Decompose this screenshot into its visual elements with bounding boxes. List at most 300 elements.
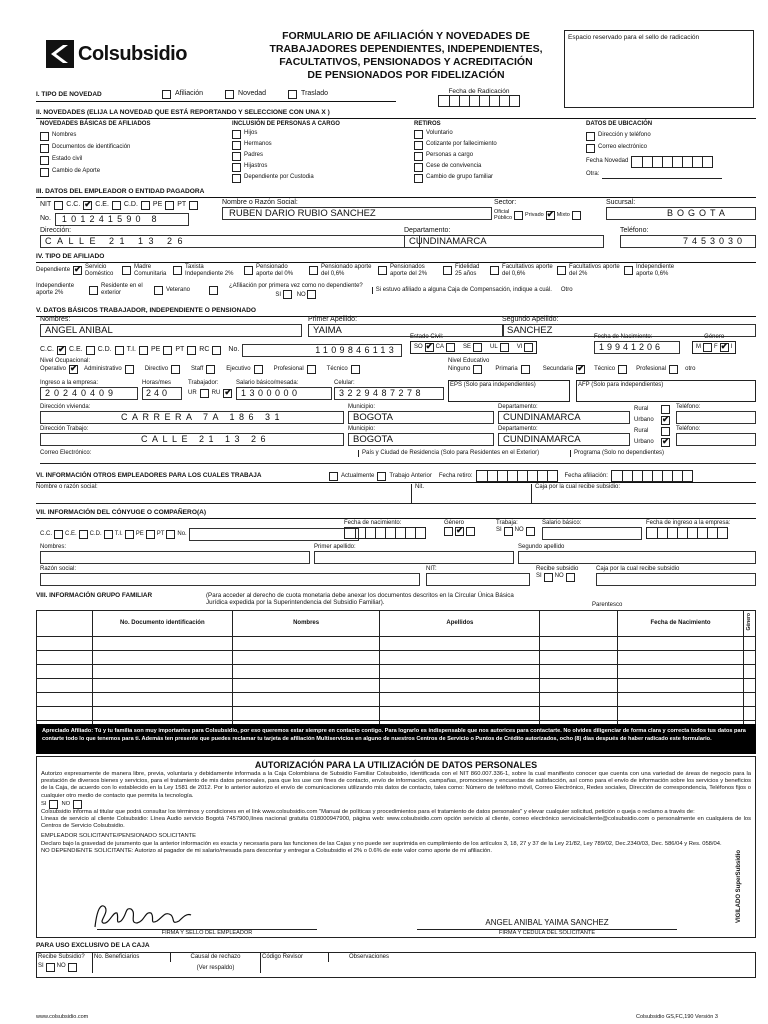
table-cell[interactable] xyxy=(618,665,744,679)
table-cell[interactable] xyxy=(92,679,232,693)
tipo-afiliado-title: IV. TIPO DE AFILIADO xyxy=(36,252,756,263)
fecha-afil-label: Fecha afiliación: xyxy=(564,472,608,479)
no-label: NO xyxy=(61,800,71,807)
email-label: Correo Electrónico: xyxy=(40,450,92,456)
nit-label: NIT: xyxy=(426,566,437,572)
cc-checkbox[interactable] xyxy=(54,530,63,539)
genero-label: Género xyxy=(444,520,465,526)
recibe-si-checkbox[interactable] xyxy=(544,573,553,582)
ingreso-input[interactable]: 20240409 xyxy=(40,387,138,400)
table-cell[interactable] xyxy=(540,693,618,707)
fidelidad-checkbox[interactable] xyxy=(490,266,499,275)
empleador-title: III. DATOS DEL EMPLEADOR O ENTIDAD PAGADORA xyxy=(36,187,756,198)
reserved-stamp-box: Espacio reservado para el sello de radicación xyxy=(564,30,754,108)
no-label: No. xyxy=(177,531,187,538)
table-row xyxy=(37,693,756,707)
tipo-label: Pensionado aporte del 0,6% xyxy=(321,264,372,277)
dependiente-checkbox[interactable] xyxy=(73,266,82,275)
tipo-label: Veterano xyxy=(166,286,191,293)
table-cell[interactable] xyxy=(380,651,540,665)
table-cell[interactable] xyxy=(232,665,380,679)
publico-checkbox[interactable] xyxy=(514,211,523,220)
dir-viv-input[interactable]: CARRERA 7A 186 31 xyxy=(40,411,344,424)
table-cell[interactable] xyxy=(743,665,755,679)
supersubsidio-mark: VIGILADO SuperSubsidio xyxy=(736,850,742,924)
doc-number-input[interactable]: 1109846113 xyxy=(242,344,402,357)
so-checkbox[interactable] xyxy=(425,343,434,352)
anterior-checkbox[interactable] xyxy=(377,472,386,481)
ocup-option: Técnico xyxy=(326,365,348,372)
cd-checkbox[interactable] xyxy=(141,201,150,210)
cc-checkbox[interactable] xyxy=(83,201,92,210)
cambio-aporte-checkbox[interactable] xyxy=(40,168,49,177)
direccion-label: Dirección: xyxy=(40,227,72,234)
table-cell[interactable] xyxy=(743,637,755,651)
i-checkbox[interactable] xyxy=(466,527,475,536)
hijos-checkbox[interactable] xyxy=(232,130,241,139)
residente-checkbox[interactable] xyxy=(154,286,163,295)
doc-type-label: C.C. xyxy=(40,531,52,538)
civil-option: CA xyxy=(435,343,445,350)
pens-0-checkbox[interactable] xyxy=(309,266,318,275)
urbano-checkbox[interactable] xyxy=(661,416,670,425)
ingreso-label: Fecha de ingreso a la empresa: xyxy=(646,520,731,526)
si-label: SI xyxy=(496,526,502,533)
ti-checkbox[interactable] xyxy=(139,346,148,355)
table-cell[interactable] xyxy=(540,707,618,721)
tipo-label: Residente en el exterior xyxy=(101,283,143,297)
table-cell[interactable] xyxy=(232,637,380,651)
rural-label: Rural xyxy=(634,406,649,412)
table-cell[interactable] xyxy=(92,651,232,665)
actualmente-label: Actualmente xyxy=(341,472,375,479)
table-cell[interactable] xyxy=(380,707,540,721)
rc-checkbox[interactable] xyxy=(212,346,221,355)
administrativo-checkbox[interactable] xyxy=(125,365,134,374)
fecha-radicacion-boxes[interactable] xyxy=(438,95,520,107)
oficial-label: Oficial xyxy=(494,209,510,216)
edu-option: Primaria xyxy=(495,365,518,372)
table-cell[interactable] xyxy=(743,707,755,721)
conyuge-ap1-input[interactable] xyxy=(314,551,514,564)
option-label: Documentos de identificación xyxy=(52,143,131,150)
table-row xyxy=(37,637,756,651)
empleador-nit-input[interactable]: 101241590 8 xyxy=(55,213,189,226)
table-cell[interactable] xyxy=(37,651,93,665)
personas-cargo-checkbox[interactable] xyxy=(414,152,423,161)
novedades-title: II. NOVEDADES (ELIJA LA NOVEDAD QUE ESTÁ REPORTANDO Y SELECCIONE CON UNA X ) xyxy=(36,108,756,119)
genero-label: Género xyxy=(704,334,725,340)
conyuge-caja-input[interactable] xyxy=(596,573,756,586)
recibe-no-checkbox[interactable] xyxy=(566,573,575,582)
edu-option: Técnico xyxy=(594,365,616,372)
colsubsidio-logo-icon xyxy=(46,40,74,68)
logo xyxy=(46,40,187,68)
privado-checkbox[interactable] xyxy=(546,211,555,220)
rechazo-label: Causal de rechazo xyxy=(190,953,241,960)
table-cell[interactable] xyxy=(37,707,93,721)
conyuge-ap2-input[interactable] xyxy=(518,551,756,564)
m-checkbox[interactable] xyxy=(444,527,453,536)
voluntario-checkbox[interactable] xyxy=(414,130,423,139)
table-row xyxy=(37,707,756,721)
revisor-field[interactable]: Código Revisor xyxy=(261,953,329,962)
caja-title: PARA USO EXCLUSIVO DE LA CAJA xyxy=(36,942,150,949)
indep-2-checkbox[interactable] xyxy=(89,286,98,295)
depto-input[interactable]: CUNDINAMARCA xyxy=(404,235,604,248)
table-cell[interactable] xyxy=(540,651,618,665)
edu-option: Secundaria xyxy=(542,365,574,372)
table-cell[interactable] xyxy=(232,679,380,693)
tel-label: Teléfono: xyxy=(620,227,649,234)
conyuge-nac-boxes[interactable] xyxy=(344,527,426,539)
hermanos-checkbox[interactable] xyxy=(232,141,241,150)
table-cell[interactable] xyxy=(380,665,540,679)
afiliacion-checkbox[interactable] xyxy=(162,90,171,99)
ti-checkbox[interactable] xyxy=(125,530,134,539)
eps-field[interactable]: EPS (Solo para independientes) xyxy=(448,380,570,402)
conyuge-nombres-input[interactable] xyxy=(40,551,310,564)
primera-vez-label: ¿Afiliación por primera vez como no dependiente? xyxy=(229,282,363,289)
nombres-checkbox[interactable] xyxy=(40,132,49,141)
ce-checkbox[interactable] xyxy=(112,201,121,210)
ul-checkbox[interactable] xyxy=(500,343,509,352)
option-label: Dependiente por Custodia xyxy=(244,173,314,180)
trab-label: Trabajador: xyxy=(188,380,219,386)
operativo-checkbox[interactable] xyxy=(69,365,78,374)
pe-checkbox[interactable] xyxy=(146,530,155,539)
option-label: Padres xyxy=(244,151,264,158)
option-label: Cambio de grupo familiar xyxy=(426,173,494,180)
caja-no-checkbox[interactable] xyxy=(68,963,77,972)
table-cell[interactable] xyxy=(92,693,232,707)
caja-label: Caja por la cual recibe subsidio xyxy=(596,566,680,572)
table-cell[interactable] xyxy=(380,679,540,693)
no-label: NO xyxy=(56,962,66,969)
afp-field[interactable]: AFP (Solo para independientes) xyxy=(576,380,756,402)
f-checkbox[interactable] xyxy=(455,527,464,536)
no-label: NO xyxy=(296,291,306,298)
employer-signature-icon xyxy=(87,899,197,933)
secundaria-checkbox[interactable] xyxy=(576,365,585,374)
otros-emp-title xyxy=(36,470,756,483)
domestico-checkbox[interactable] xyxy=(122,266,131,275)
direccion-checkbox[interactable] xyxy=(586,132,595,141)
form-title xyxy=(256,30,556,82)
grupo-header xyxy=(36,592,756,608)
table-cell[interactable] xyxy=(743,679,755,693)
grupo-familiar-checkbox[interactable] xyxy=(414,174,423,183)
table-cell[interactable] xyxy=(37,637,93,651)
doc-type-label: T.I. xyxy=(114,531,123,538)
trabajador-title: V. DATOS BÁSICOS TRABAJADOR, INDEPENDIENTE O PENSIONADO xyxy=(36,306,756,317)
tel-viv-input[interactable] xyxy=(676,411,756,424)
celular-label: Celular: xyxy=(334,380,355,386)
horas-input[interactable]: 240 xyxy=(142,387,182,400)
otros-emp-row xyxy=(36,484,756,504)
fac-2-checkbox[interactable] xyxy=(624,266,633,275)
table-cell[interactable] xyxy=(232,651,380,665)
primera-no-checkbox[interactable] xyxy=(307,290,316,299)
si-label: SI xyxy=(41,800,47,807)
ap2-input[interactable]: SANCHEZ xyxy=(502,324,756,337)
table-cell[interactable] xyxy=(380,693,540,707)
ce-checkbox[interactable] xyxy=(79,530,88,539)
table-cell[interactable] xyxy=(37,679,93,693)
sucursal-input[interactable]: BOGOTA xyxy=(606,207,756,220)
ninguno-checkbox[interactable] xyxy=(473,365,482,374)
trabaja-no-checkbox[interactable] xyxy=(526,527,535,536)
doc-type-label: PT xyxy=(156,531,165,538)
pe-checkbox[interactable] xyxy=(165,201,174,210)
fecha-novedad-boxes[interactable] xyxy=(631,156,713,168)
doc-type-label: C.D. xyxy=(89,531,102,538)
option-label: Hermanos xyxy=(244,140,272,147)
tipo-label: Independiente aporte 2% xyxy=(36,283,75,297)
tipo-label: Pensionado aporte del 0% xyxy=(256,264,294,277)
tel-input[interactable]: 7453030 xyxy=(620,235,756,248)
actualmente-checkbox[interactable] xyxy=(329,472,338,481)
depto-trab-input[interactable]: CUNDINAMARCA xyxy=(498,433,630,446)
razon-label: Razón social: xyxy=(40,566,77,572)
edu-label: Nivel Educativo xyxy=(448,358,490,364)
table-cell[interactable] xyxy=(92,665,232,679)
civil-label: Estado Civil: xyxy=(410,334,444,340)
autorizacion-p4-title: EMPLEADOR SOLICITANTE/PENSIONADO SOLICITANTE xyxy=(41,833,197,840)
table-cell[interactable] xyxy=(37,665,93,679)
table-cell[interactable] xyxy=(232,707,380,721)
conyuge-razon-input[interactable] xyxy=(40,573,420,586)
doc-type-label: T.I. xyxy=(126,346,136,354)
nit-label: Nit. xyxy=(412,484,532,503)
se-checkbox[interactable] xyxy=(473,343,482,352)
staff-checkbox[interactable] xyxy=(206,365,215,374)
col-header: No. Documento identificación xyxy=(92,611,232,637)
caja-label: Caja por la cual recibe subsidio: xyxy=(535,484,621,490)
profesional-edu-checkbox[interactable] xyxy=(669,365,678,374)
table-cell[interactable] xyxy=(618,637,744,651)
caja-si-checkbox[interactable] xyxy=(46,963,55,972)
autoriza-si-checkbox[interactable] xyxy=(49,800,58,809)
pt-checkbox[interactable] xyxy=(189,201,198,210)
tecnico-checkbox[interactable] xyxy=(351,365,360,374)
conyuge-nit-input[interactable] xyxy=(426,573,530,586)
table-cell[interactable] xyxy=(540,665,618,679)
footer-right: Colsubsidio GS,FC,190 Versión 3 xyxy=(636,1014,718,1020)
documentos-checkbox[interactable] xyxy=(40,144,49,153)
table-cell[interactable] xyxy=(92,637,232,651)
recibe-label: Recibe Subsidio? xyxy=(38,953,85,960)
observaciones-field[interactable]: Observaciones xyxy=(349,953,390,960)
autorizacion-p1: Autorizo expresamente de manera libre, previa, voluntaria y debidamente informada a la Caja Colombiana de Subsidio Familiar Colsubsidio, identificada con el NIT 860.007.336-1, sobre la cual manifiesto conocer que cuenta con una variedad de áreas de negocio para la prestación de diversos bienes y servicios, para el tratamiento de mis datos personales, para que los use con fines de contacto, envío de información, campañas, promociones y encuestas de satisfacción, así como para el envío de información sobre los servicios y beneficios de la Caja, de acuerdo con lo establecido en la Ley 1581 de 2012. Por lo anterior autorizo el envío de comunicaciones utilizando mis datos de contacto, tales como: Número de teléfono móvil, Correo Electrónico, Redes sociales, Dirección de correspondencia, Teléfonos fijos o cualquier otro medio de contacto que permita la tecnología. xyxy=(41,771,751,799)
vi-checkbox[interactable] xyxy=(524,343,533,352)
tecnico-edu-checkbox[interactable] xyxy=(618,365,627,374)
taxista-checkbox[interactable] xyxy=(244,266,253,275)
fecha-afil-boxes[interactable] xyxy=(611,470,693,482)
genero-header: Género xyxy=(743,611,755,637)
doc-type-label: C.C. xyxy=(66,201,81,209)
autorizacion-p2: Colsubsidio informa al titular que podrá consultar los términos y condiciones en el link www.colsubsidio.com "Manual de políticas y procedimientos para el tratamiento de datos personales" y elevar cualquier solicitud, petición o queja o reclamo a través de: xyxy=(41,808,695,815)
col-title: NOVEDADES BÁSICAS DE AFILIADOS xyxy=(40,121,151,127)
solicitante-nombre: ANGEL ANIBAL YAIMA SANCHEZ xyxy=(485,918,609,927)
hijastros-checkbox[interactable] xyxy=(232,163,241,172)
table-cell[interactable] xyxy=(618,707,744,721)
estado-civil-checkbox[interactable] xyxy=(40,156,49,165)
cese-convivencia-checkbox[interactable] xyxy=(414,163,423,172)
table-cell[interactable] xyxy=(618,651,744,665)
caja-block xyxy=(36,942,756,978)
title-line: FACULTATIVOS, PENSIONADOS Y ACREDITACIÓN xyxy=(279,56,533,68)
table-cell[interactable] xyxy=(618,693,744,707)
conyuge-doc-input[interactable] xyxy=(189,528,359,541)
primera-si-checkbox[interactable] xyxy=(283,290,292,299)
edu-option: Profesional xyxy=(636,365,667,372)
tipo-label: Taxista Independiente 2% xyxy=(185,264,234,277)
horas-label: Horas/mes xyxy=(142,380,172,386)
col-title: RETIROS xyxy=(414,121,441,127)
pens-06-checkbox[interactable] xyxy=(378,266,387,275)
primaria-checkbox[interactable] xyxy=(521,365,530,374)
ur-checkbox[interactable] xyxy=(200,389,209,398)
fecha-retiro-boxes[interactable] xyxy=(476,470,558,482)
table-cell[interactable] xyxy=(743,693,755,707)
pt-checkbox[interactable] xyxy=(166,530,175,539)
option-label: Traslado xyxy=(301,90,329,98)
padres-checkbox[interactable] xyxy=(232,152,241,161)
profesional-checkbox[interactable] xyxy=(307,365,316,374)
ru-checkbox[interactable] xyxy=(223,389,232,398)
publico-label: Público xyxy=(494,215,513,222)
beneficiarios-field[interactable]: No. Beneficiarios xyxy=(93,953,171,962)
autoriza-no-checkbox[interactable] xyxy=(73,800,82,809)
table-cell[interactable] xyxy=(618,679,744,693)
table-cell[interactable] xyxy=(37,693,93,707)
ocup-option: Directivo xyxy=(144,365,169,372)
cd-checkbox[interactable] xyxy=(104,530,113,539)
table-row xyxy=(37,651,756,665)
tipo-label: Facultativos aporte del 0,6% xyxy=(502,264,553,277)
civil-option: SE xyxy=(463,343,472,350)
option-label: Cotizante por fallecimiento xyxy=(426,140,497,147)
custodia-checkbox[interactable] xyxy=(232,174,241,183)
depto-label: Departamento: xyxy=(498,404,538,410)
madre-checkbox[interactable] xyxy=(173,266,182,275)
mun-input[interactable]: BOGOTA xyxy=(348,411,494,424)
dir-trab-input[interactable]: CALLE 21 13 26 xyxy=(40,433,344,446)
direccion-input[interactable]: CALLE 21 13 26 xyxy=(40,235,420,248)
traslado-checkbox[interactable] xyxy=(288,90,297,99)
m-checkbox[interactable] xyxy=(703,343,712,352)
col-header: Nombres xyxy=(232,611,380,637)
ocup-option: Profesional xyxy=(273,365,304,372)
celular-input[interactable]: 3229487278 xyxy=(334,387,444,400)
pt-checkbox[interactable] xyxy=(187,346,196,355)
razon-social-input[interactable]: RUBEN DARIO RUBIO SANCHEZ xyxy=(222,207,492,220)
pe-checkbox[interactable] xyxy=(163,346,172,355)
fac-06-checkbox[interactable] xyxy=(557,266,566,275)
trabaja-si-checkbox[interactable] xyxy=(504,527,513,536)
ejecutivo-checkbox[interactable] xyxy=(254,365,263,374)
option-label: Correo electrónico xyxy=(598,143,648,150)
ap1-input[interactable]: YAIMA xyxy=(308,324,504,337)
salario-input[interactable]: 1300000 xyxy=(236,387,332,400)
nit-checkbox[interactable] xyxy=(54,201,63,210)
tipo-label: Servicio Doméstico xyxy=(85,264,114,277)
dir-viv-label: Dirección vivienda: xyxy=(40,404,91,410)
depto-label: Departamento: xyxy=(404,227,451,234)
novedades-grid xyxy=(36,121,756,183)
tipo-afiliado-block xyxy=(36,264,756,302)
ocup-label: Nivel Ocupacional: xyxy=(40,358,91,364)
table-cell[interactable] xyxy=(232,693,380,707)
trab-option: RU xyxy=(211,389,221,396)
pens-2-checkbox[interactable] xyxy=(443,266,452,275)
col-title: DATOS DE UBICACIÓN xyxy=(586,121,653,127)
mixto-checkbox[interactable] xyxy=(572,211,581,220)
sector-label: Sector: xyxy=(494,199,517,206)
ap2-label: Segundo apellido xyxy=(518,544,565,550)
section-label: VIII. INFORMACIÓN GRUPO FAMILIAR xyxy=(36,592,153,599)
rural-trab-checkbox[interactable] xyxy=(661,427,670,436)
anterior-label: Trabajo Anterior xyxy=(389,472,432,479)
ce-checkbox[interactable] xyxy=(86,346,95,355)
title-line: FORMULARIO DE AFILIACIÓN Y NOVEDADES DE xyxy=(282,30,530,42)
conyuge-ingreso-boxes[interactable] xyxy=(646,527,728,539)
nombres-input[interactable]: ANGEL ANIBAL xyxy=(40,324,302,337)
mun-trab-input[interactable]: BOGOTA xyxy=(348,433,494,446)
fallecimiento-checkbox[interactable] xyxy=(414,141,423,150)
no-label: No. xyxy=(40,215,51,223)
doc-type-label: PE xyxy=(150,346,161,354)
parentesco-header xyxy=(540,611,618,637)
rural-checkbox[interactable] xyxy=(661,405,670,414)
ingreso-label: Ingreso a la empresa: xyxy=(40,380,99,386)
option-label: Cese de convivencia xyxy=(426,162,482,169)
cc-checkbox[interactable] xyxy=(57,346,66,355)
veterano-checkbox[interactable] xyxy=(209,286,218,295)
ca-checkbox[interactable] xyxy=(446,343,455,352)
tel-label: Teléfono: xyxy=(676,404,701,410)
nac-input[interactable]: 19941206 xyxy=(594,341,680,354)
depto-viv-input[interactable]: CUNDINAMARCA xyxy=(498,411,630,424)
otra-input[interactable] xyxy=(602,171,722,179)
razon-label: Nombre o razón social: xyxy=(36,484,412,503)
table-cell[interactable] xyxy=(92,707,232,721)
f-checkbox[interactable] xyxy=(720,343,729,352)
salario-label: Salario básico/mesada: xyxy=(236,380,299,386)
table-cell[interactable] xyxy=(380,637,540,651)
tel-trab-input[interactable] xyxy=(676,433,756,446)
rural-label: Rural xyxy=(634,428,649,434)
table-cell[interactable] xyxy=(540,679,618,693)
reverso-label: (Ver respaldo) xyxy=(196,964,235,971)
novedad-checkbox[interactable] xyxy=(225,90,234,99)
table-cell[interactable] xyxy=(743,651,755,665)
tipo-label: Independiente aporte 0,6% xyxy=(636,264,675,277)
conyuge-salario-input[interactable] xyxy=(542,527,642,540)
table-cell[interactable] xyxy=(540,637,618,651)
title-line: TRABAJADORES DEPENDIENTES, INDEPENDIENTES, xyxy=(269,43,543,55)
doc-type-label: C.D. xyxy=(97,346,112,354)
option-label: Hijos xyxy=(244,129,258,136)
directivo-checkbox[interactable] xyxy=(171,365,180,374)
no-label: No. xyxy=(228,346,240,354)
salario-label: Salario básico: xyxy=(542,520,582,526)
sucursal-label: Sucursal: xyxy=(606,199,636,206)
urbano-trab-checkbox[interactable] xyxy=(661,438,670,447)
correo-checkbox[interactable] xyxy=(586,144,595,153)
cd-checkbox[interactable] xyxy=(115,346,124,355)
